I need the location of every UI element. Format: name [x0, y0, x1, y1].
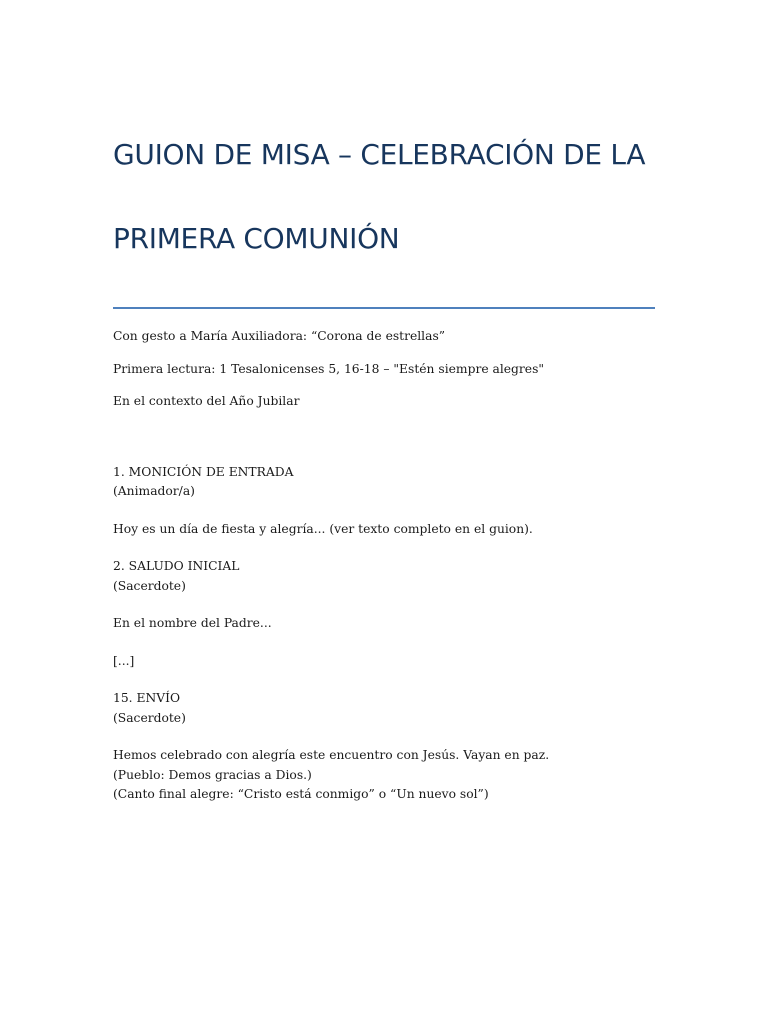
section-1-text: Hoy es un día de fiesta y alegría... (ver texto completo en el guion). — [113, 521, 533, 536]
section-15-role: (Sacerdote) — [113, 710, 186, 725]
section-1-block — [113, 463, 655, 502]
title-line-1: GUION DE MISA – CELEBRACIÓN DE LA — [113, 138, 646, 171]
section-15-response: (Pueblo: Demos gracias a Dios.) — [113, 767, 312, 782]
section-2-text: En el nombre del Padre... — [113, 616, 272, 630]
section-1-heading: 1. MONICIÓN DE ENTRADA — [113, 464, 294, 479]
intro-reading: Primera lectura: 1 Tesalonicenses 5, 16-18 – "Estén siempre alegres" — [113, 361, 545, 376]
intro-gesture: Con gesto a María Auxiliadora: “Corona de estrellas” — [113, 329, 446, 343]
omitted-sections-ellipsis: [...] — [113, 653, 135, 668]
title-line-2: PRIMERA COMUNIÓN — [113, 222, 400, 255]
section-2-role: (Sacerdote) — [113, 578, 186, 593]
section-1-role: (Animador/a) — [113, 484, 195, 498]
section-15-heading: 15. ENVÍO — [113, 691, 181, 705]
section-15-final-song: (Canto final alegre: “Cristo está conmigo” o “Un nuevo sol”) — [113, 787, 489, 801]
title-underline — [113, 307, 655, 309]
section-15-block — [113, 689, 655, 728]
document-page — [113, 92, 655, 805]
section-15-dismissal: Hemos celebrado con alegría este encuentro con Jesús. Vayan en paz. — [113, 748, 550, 762]
section-15-text-block — [113, 746, 655, 805]
section-2-heading: 2. SALUDO INICIAL — [113, 559, 240, 573]
intro-context: En el contexto del Año Jubilar — [113, 394, 300, 408]
document-title — [113, 92, 655, 302]
section-2-block — [113, 557, 655, 596]
